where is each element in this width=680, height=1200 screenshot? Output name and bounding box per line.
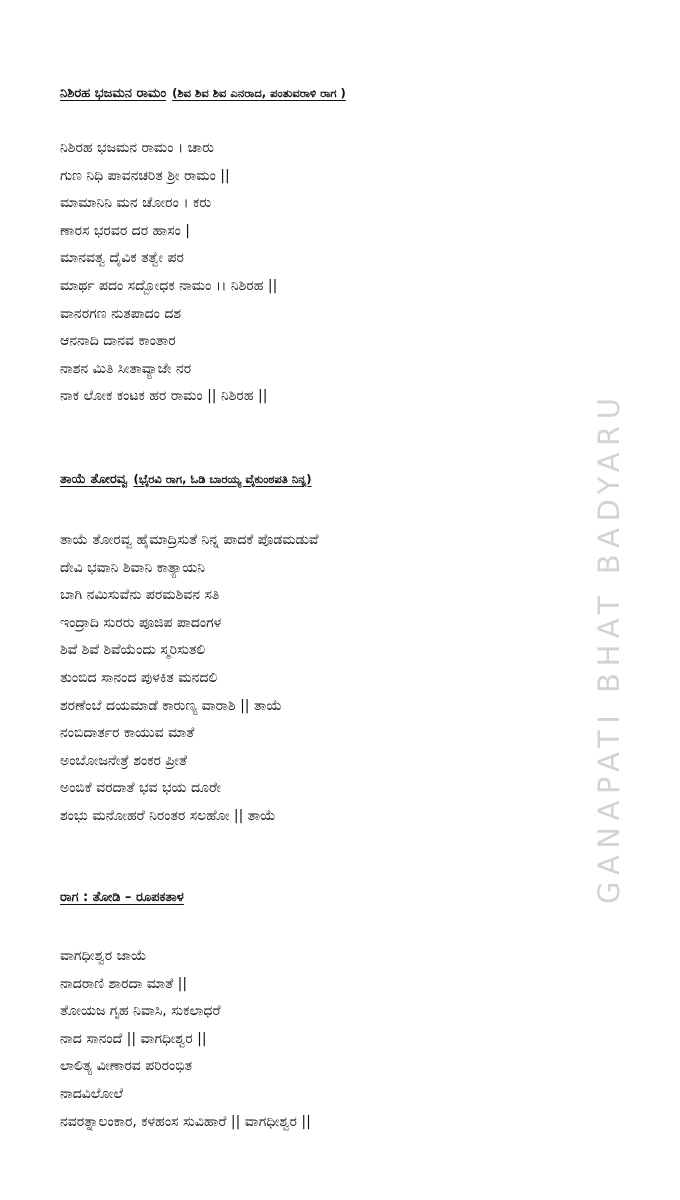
section-subtitle: (ಶಿವ ಶಿವ ಶಿವ ಎನರಾದ, ಪಂತುವರಾಳಿ ರಾಗ )	[172, 86, 346, 100]
verse-line: ಇಂದ್ರಾದಿ ಸುರರು ಪೂಜಿಪ ಪಾದಂಗಳ	[60, 614, 222, 631]
section-heading	[60, 470, 580, 489]
verse-line: ತಾಯೆ ತೋರವ್ವ ಹೈಮಾದ್ರಿಸುತೆ ನಿನ್ನ ಪಾದಕೆ ಪೊಡಮಡುವೆ	[60, 532, 319, 548]
section-title: ತಾಯೆ ತೋರವ್ವ	[60, 472, 128, 487]
verse-line: ವಾಗಧೀಶ್ವರ ಜಾಯೆ	[60, 948, 147, 964]
verse-line: ನವರತ್ನಾಲಂಕಾರ, ಕಳಹಂಸ ಸುವಿಹಾರೆ || ವಾಗಧೀಶ್ವರ ||	[60, 1113, 311, 1130]
verse-line: ದೇವಿ ಭವಾನಿ ಶಿವಾನಿ ಕಾತ್ಯಾಯನಿ	[60, 559, 205, 576]
verse-line: ನಾದ ಸಾನಂದೆ || ವಾಗಧೀಶ್ವರ ||	[60, 1030, 207, 1047]
verse-lines	[60, 135, 580, 411]
verse-line: ಮಾಮಾನಿನಿ ಮನ ಚೋರಂ । ಕರು	[60, 195, 212, 212]
section-subtitle: (ಭೈರವಿ ರಾಗ, ಓಡಿ ಬಾರಯ್ಯ ವೈಕುಂಠಪತಿ ನಿನ್ನ)	[133, 472, 312, 486]
verse-line: ಣಾರಸ ಭರವರ ದರ ಹಾಸಂ |	[60, 222, 191, 239]
verse-line: ನಿಶಿರಹ ಭಜಮನ ರಾಮಂ । ಚಾರು	[60, 140, 214, 156]
section-heading	[60, 84, 580, 103]
verse-line: ಶಿವೆ ಶಿವೆ ಶಿವೆಯೆಂದು ಸ್ಮರಿಸುತಲಿ	[60, 642, 206, 659]
verse-line: ನಾದರಾಣಿ ಶಾರದಾ ಮಾತೆ ||	[60, 975, 188, 992]
verse-line: ನಾದವಿಲೋಲೆ	[60, 1085, 124, 1102]
verse-lines	[60, 527, 580, 831]
song-section-taye-toravva	[60, 470, 580, 831]
verse-line: ಬಾಗಿ ನಮಿಸುವೆನು ಪರಮಶಿವನ ಸತಿ	[60, 587, 220, 604]
verse-line: ಅಂಬೋಜನೇತ್ರೆ ಶಂಕರ ಪ್ರೀತೆ	[60, 752, 187, 769]
song-section-vagadhishvara	[60, 889, 580, 1136]
section-title: ನಿಶಿರಹ ಭಜಮನ ರಾಮಂ	[60, 86, 167, 101]
verse-line: ಲಾಲಿತ್ಯ ವೀಣಾರವ ಪರಿರಂಭಿತ	[60, 1058, 193, 1075]
verse-line: ಗುಣ ನಿಧಿ ಪಾವನಚರಿತ ಶ್ರೀ ರಾಮಂ ||	[60, 167, 230, 184]
section-title: ರಾಗ : ತೋಡಿ – ರೂಪಕತಾಳ	[60, 890, 184, 905]
verse-line: ತೋಯಜ ಗೃಹ ನಿವಾಸಿ, ಸುಕಲಾಧರೆ	[60, 1003, 221, 1020]
song-section-nishiraha	[60, 84, 580, 411]
watermark-text: GANAPATI BHAT BADYARU	[592, 391, 626, 904]
verse-line: ಶಂಭು ಮನೋಹರೆ ನಿರಂತರ ಸಲಹೋ || ತಾಯೆ	[60, 807, 276, 824]
verse-line: ತುಂಬಿದ ಸಾನಂದ ಪುಳಕಿತ ಮನದಲಿ	[60, 669, 218, 686]
verse-lines	[60, 943, 580, 1136]
section-heading	[60, 889, 580, 907]
verse-line: ಅಂಬಿಕೆ ವರದಾತೆ ಭವ ಭಯ ದೂರೇ	[60, 780, 221, 797]
verse-line: ನಾಶನ ಮಿತಿ ಸೀತಾವ್ಯಾಜೇ ನರ	[60, 360, 192, 377]
verse-line: ಮಾನವತ್ವ ದೈವಿಕ ತತ್ವೇ ಪರ	[60, 250, 184, 267]
verse-line: ನಾಕ ಲೋಕ ಕಂಟಕ ಹರ ರಾಮಂ || ನಿಶಿರಹ ||	[60, 388, 268, 405]
verse-line: ಶರಣೆಂಬೆ ದಯಮಾಡೆ ಕಾರುಣ್ಯ ವಾರಾಶಿ || ತಾಯೆ	[60, 697, 282, 714]
verse-line: ವಾನರಗಣ ನುತಪಾದಂ ದಶ	[60, 305, 182, 322]
verse-line: ಮಾರ್ಥ ಪದಂ ಸದ್ಬೋಧಕ ನಾಮಂ ।। ನಿಶಿರಹ ||	[60, 277, 278, 294]
verse-line: ನಂಬಿದಾರ್ತರ ಕಾಯುವ ಮಾತೆ	[60, 725, 195, 742]
verse-line: ಆನನಾದಿ ದಾನವ ಕಾಂತಾರ	[60, 333, 176, 350]
